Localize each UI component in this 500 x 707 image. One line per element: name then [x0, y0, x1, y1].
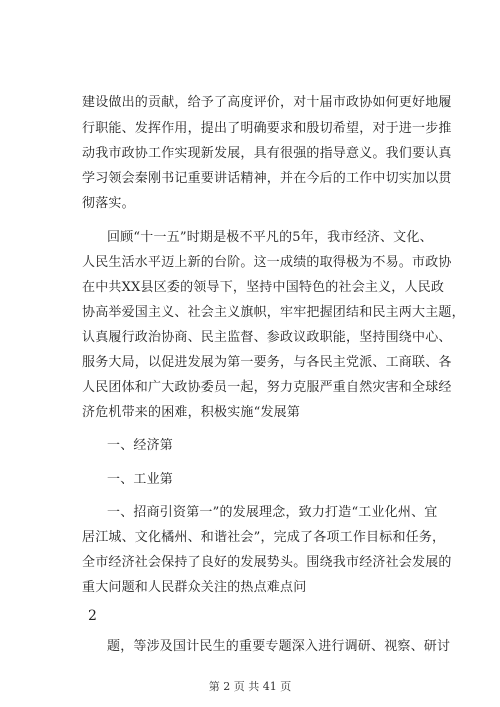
- text-line: 一、工业第: [107, 472, 174, 487]
- text-line: 彻落实。: [82, 196, 135, 211]
- text-line: 人民生活水平迈上新的台阶。这一成绩的取得极为不易。市政协: [82, 255, 452, 270]
- text-line: 题，等涉及国计民生的重要专题深入进行调研、视察、研讨: [107, 639, 451, 654]
- text-line: 协高举爱国主义、社会主义旗帜，牢牢把握团结和民主两大主题，: [82, 305, 465, 320]
- text-line: 济危机带来的困难，积极实施“发展第: [82, 405, 301, 420]
- text-line: 认真履行政治协商、民主监督、参政议政职能，坚持围绕中心、: [82, 330, 452, 345]
- text-line: 居江城、文化橘州、和谐社会”，完成了各项工作目标和任务，: [82, 530, 446, 545]
- text-line: 重大问题和人民群众关注的热点难点问: [82, 580, 307, 595]
- text-line: 全市经济社会保持了良好的发展势头。围绕我市经济社会发展的: [82, 555, 452, 570]
- text-line: 动我市政协工作实现新发展，具有很强的指导意义。我们要认真: [82, 146, 452, 161]
- text-line: 回顾“十一五”时期是极不平凡的5年，我市经济、文化、: [107, 230, 433, 245]
- inline-page-number: 2: [88, 608, 98, 624]
- text-line: 行职能、发挥作用，提出了明确要求和殷切希望，对于进一步推: [82, 121, 452, 136]
- page-footer: 第 2 页 共 41 页: [208, 680, 292, 693]
- text-line: 人民团体和广大政协委员一起，努力克服严重自然灾害和全球经: [82, 380, 452, 395]
- text-line: 一、招商引资第一”的发展理念，致力打造“工业化州、宜: [107, 505, 438, 520]
- text-line: 建设做出的贡献，给予了高度评价，对十届市政协如何更好地履: [82, 95, 452, 110]
- text-line: 一、经济第: [107, 438, 174, 453]
- text-line: 学习领会秦刚书记重要讲话精神，并在今后的工作中切实加以贯: [82, 171, 452, 186]
- text-line: 在中共XX县区委的领导下，坚持中国特色的社会主义，人民政: [82, 280, 445, 295]
- text-line: 服务大局，以促进发展为第一要务，与各民主党派、工商联、各: [82, 355, 452, 370]
